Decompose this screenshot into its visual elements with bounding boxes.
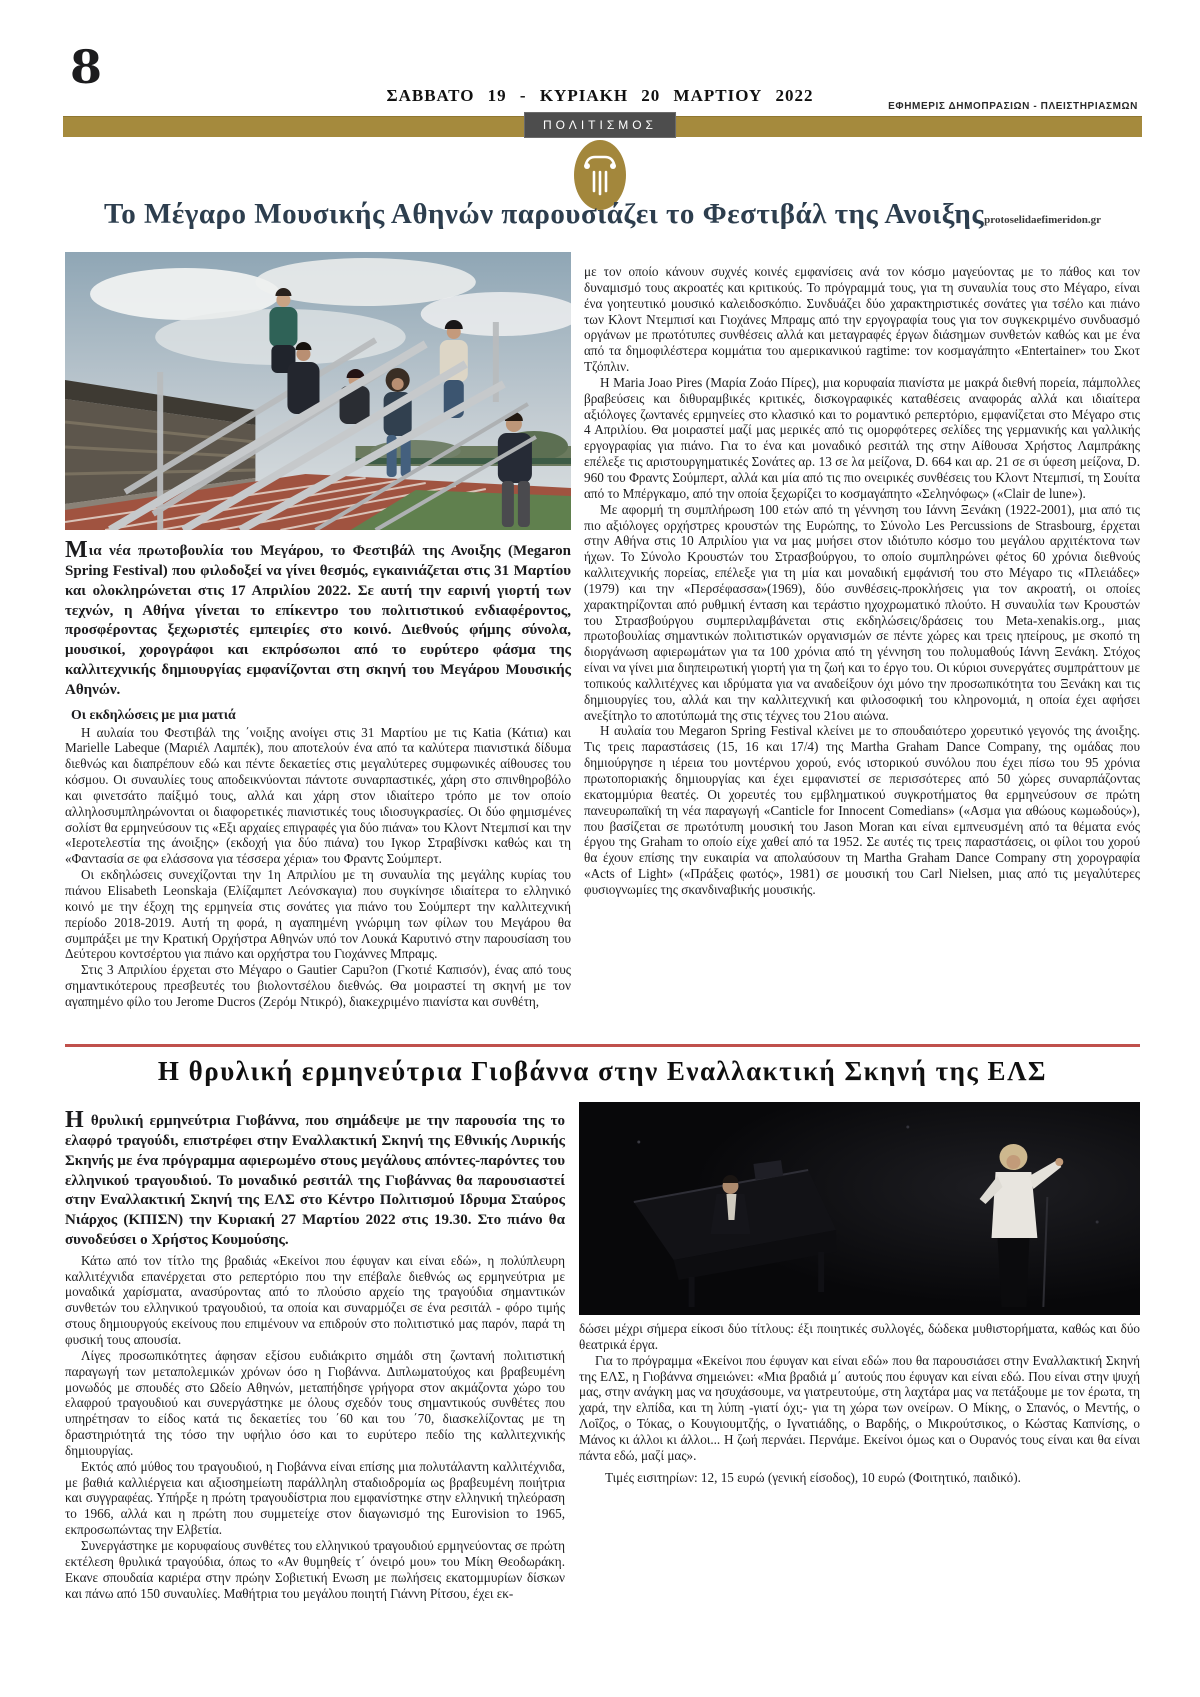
article2-columns — [65, 1102, 1140, 1601]
body-paragraph: Η αυλαία του Megaron Spring Festival κλείνει με το σπουδαιότερο χορευτικό γεγονός της άνοιξης. Τις τρεις παραστάσεις (15, 16 και 17/4) της Martha Graham Dance Company, της ομάδας που δημιούργησε η ιέρεια του μοντέρνου χορού, ενός ιστορικού συνόλου που έχει πίσω του 95 χρόνια πρωτοποριακής δημιουργίας και έχει εμφανιστεί σε περισσότερες από 50 χώρες συναρπάζοντας εκατομμύρια θεατές. Οι χορευτές του εμβληματικού συγκροτήματος θα ερμηνεύσουν σε πρώτη πανευρωπαϊκή τη νέα παραγωγή «Canticle for Innocent Comedians» («Ασμα για αθώους κωμωδούς»), που βασίζεται σε πρωτότυπη μουσική του Jason Moran και είναι εμπνευσμένη από τα θέματα ενός έργου της Graham το οποίο είχε χαθεί από τα 1952. Σε αυτές τις τρεις παραστάσεις, οι φίλοι του χορού θα έχουν επίσης την ευκαιρία να απολαύσουν τη Martha Graham Dance Company στη χορογραφία «Acts of Light» («Πράξεις φωτός», 1981) σε μουσική του Carl Nielsen, μιας από τις μεγαλύτερες φυσιογνωμίες της σκανδιναβικής μουσικής. — [584, 723, 1140, 897]
body-paragraph: Συνεργάστηκε με κορυφαίους συνθέτες του ελληνικού τραγουδιού ερμηνεύοντας σε πρώτη εκτέλεση θρυλικά τραγούδια, όπως το «Αν θυμηθείς τ΄ όνειρό μου» του Μίκη Θεοδωράκη. Εκανε σπουδαία καριέρα στην πρώην Σοβιετική Ενωση με πωλήσεις εκατομμυρίων δίσκων και πάνω από 150 συναυλίες. Μαθήτρια του μεγάλου ποιητή Γιάννη Ρίτσου, έχει εκ- — [65, 1537, 565, 1601]
article1-title-text: Το Μέγαρο Μουσικής Αθηνών παρουσιάζει το Φεστιβάλ της Ανοιξης — [104, 198, 985, 230]
article1-lead — [65, 538, 571, 701]
section-label: ΠΟΛΙΤΙΣΜΟΣ — [524, 112, 676, 138]
body-paragraph: Κάτω από τον τίτλο της βραδιάς «Εκείνοι που έφυγαν και είναι εδώ», η πολύπλευρη καλλιτέχνιδα επανέρχεται στο ρεπερτόριο που την επέβαλε διεθνώς ως ερμηνεύτρια με μοναδικά χαρίσματα, ανασύροντας από το πλούσιο αρχείο της τραγούδια σημαντικών συνθετών του ελληνικού τραγουδιού, τα οποία και συναρμόζει σε ένα ρεσιτάλ - φόρο τιμής στους δημιουργούς εκείνους που επιμένουν να επιδρούν στο πολιτιστικό μας παρόν, παρά τη φυσική τους απουσία. — [65, 1252, 565, 1347]
body-paragraph: Εκτός από μύθος του τραγουδιού, η Γιοβάννα είναι επίσης μια πολυτάλαντη καλλιτέχνιδα, με βαθιά καλλιέργεια και αξιοσημείωτη παράλληλη σταδιοδρομία ως βραβευμένη ποιήτρια και συγγραφέας. Υπήρξε η πρώτη τραγουδίστρια που εμφανίστηκε στην ελληνική τηλεόραση το 1966, αλλά και η πρώτη που συμμετείχε στον διαγωνισμό της Eurovision το 1965, εκπροσωπώντας την Ελβετία. — [65, 1458, 565, 1538]
dropcap: Μ — [65, 537, 88, 563]
article2-right-column — [579, 1102, 1140, 1601]
article1-left-column — [65, 252, 571, 1044]
article1-subhead: Οι εκδηλώσεις με μια ματιά — [71, 706, 236, 722]
body-paragraph: δώσει μέχρι σήμερα είκοσι δύο τίτλους: έξι ποιητικές συλλογές, δώδεκα μυθιστορήματα, καθώς και δύο θεατρικά έργα. — [579, 1321, 1140, 1352]
article1-title — [65, 198, 1140, 231]
article1-columns — [65, 252, 1140, 1044]
body-paragraph: Η αυλαία του Φεστιβάλ της ΄νοιξης ανοίγει στις 31 Μαρτίου με τις Katia (Κάτια) και Marielle Labeque (Μαριέλ Λαμπέκ), που αποτελούν ένα από τα καλύτερα πιανιστικά δίδυμα διεθνώς και διαπρέπουν εδώ και πέντε δεκαετίες στις μεγαλύτερες συμφωνικές αίθουσες του κόσμου. Οι συναυλίες τους αποδεικνύονται πάντοτε συναρπαστικές, χάρη στο σπινθηροβόλο και φινετσάτο παίξιμό τους, αλλά και χάρη στον ιδιαίτερο τρόπο με τον οποίο αλληλοσυμπληρώνονται οι διαφορετικές πιανιστικές τους ιδιοσυγκρασίες. Οι δύο φημισμένες σολίστ θα ερμηνεύσουν τις «Εξι αρχαίες επιγραφές για δύο πιάνα» του Κλοντ Ντεμπισί και την «Ιεροτελεστία της άνοιξης» (εκδοχή για δύο πιάνα) του Ιγκορ Στραβίνσκι καθώς και τη «Φαντασία σε φα ελάσσονα για τέσσερα χέρια» του Φραντς Σούμπερτ. — [65, 724, 571, 867]
article2-left-column — [65, 1102, 565, 1601]
page-number: 8 — [70, 40, 103, 94]
body-paragraph: Η Maria Joao Pires (Μαρία Ζοάο Πίρες), μια κορυφαία πιανίστα με μακρά διεθνή πορεία, πάμπολλες βραβεύσεις και διθυραμβικές κριτικές, δισκογραφικές καταθέσεις αναφοράς αλλά και ιδιαίτερα αξιόλογες ζωντανές ερμηνείες στο κλασικό και το ρομαντικό ρεπερτόριο, εμφανίζεται στο Μέγαρο στις 4 Απριλίου. Θα μοιραστεί μαζί μας μερικές από τις ομορφότερες σελίδες της γερμανικής και γαλλικής εργογραφίας για πιάνο. Για το ένα και μοναδικό ρεσιτάλ της στην Αίθουσα Χρήστος Λαμπράκης επέλεξε τις αριστουργηματικές Σονάτες αρ. 13 σε λα μείζονα, D. 664 και αρ. 21 σε σι ύφεση μείζονα, D. 960 του Φραντς Σούμπερτ, αλλά και μία από τις πιο ονειρικές συνθέσεις του Κλοντ Ντεμπισί, τη Σουίτα από το Μπέργκαμο, από την οποία ξεχωρίζει το κοσμαγάπητο «Σεληνόφως» («Clair de lune»). — [584, 374, 1140, 501]
stadium-ensemble-photo — [65, 252, 571, 530]
red-divider — [65, 1044, 1140, 1047]
article2-lead — [65, 1108, 565, 1251]
watermark-text: protoselidaefimeridon.gr — [984, 214, 1101, 226]
article1-lead-text: ια νέα πρωτοβουλία του Μεγάρου, το Φεστιβάλ της Ανοιξης (Megaron Spring Festival) που φιλοδοξεί να γίνει θεσμός, εγκαινιάζεται στις 31 Μαρτίου και ολοκληρώνεται στις 17 Απριλίου 2022. Σε αυτή την εαρινή γιορτή των τεχνών, η Αθήνα γίνεται το επίκεντρο του πολιτιστικού ενδιαφέροντος, προσφέροντας ξεχωριστές εμπειρίες στο κοινό. Διεθνούς φήμης σύνολα, μουσικοί, χορογράφοι και εκπρόσωποι από το ευρύτερο φάσμα της καλλιτεχνικής δημιουργίας εμφανίζονται στη σκηνή του Μεγάρου Μουσικής Αθηνών. — [65, 543, 571, 698]
body-paragraph: Λίγες προσωπικότητες άφησαν εξίσου ευδιάκριτο σημάδι στη ζωντανή πολιτιστική παραγωγή των μεταπολεμικών χρόνων όσο η Γιοβάννα. Διπλωματούχος και βραβευμένη μονωδός με σπουδές στο Ωδείο Αθηνών, μεταπήδησε γρήγορα στον ακμάζοντα χώρο του ελαφρού τραγουδιού και συνεργάστηκε με όλους σχεδόν τους σημαντικούς συνθέτες που υπηρέτησαν το είδος κατά τις δεκαετίες του ΄60 και του ΄70, διασκελίζοντας με τη δραστηριότητά της τόσο την υφήλιο όσο και το ευρύτερο πεδίο της καλλιτεχνικής δημιουργίας. — [65, 1347, 565, 1458]
body-paragraph: Οι εκδηλώσεις συνεχίζονται την 1η Απριλίου με τη συναυλία της μεγάλης κυρίας του πιάνου Elisabeth Leonskaja (Ελίζαμπετ Λεόνσκαγια) που συγκίνησε ιδιαίτερα το ελληνικό κοινό με την έξοχη της ερμηνεία στις σονάτες για πιάνο του Σούμπερτ την καλλιτεχνική περίοδο 2018-2019. Αυτή τη φορά, η αγαπημένη γνώριμη των φίλων του Μεγάρου θα συμπράξει με την Κρατική Ορχήστρα Αθηνών υπό τον Λουκά Καρυτινό στην παρουσίαση του Δεύτερου κοντσέρτου για πιάνο και ορχήστρα του Γιοχάννες Μπραμς. — [65, 867, 571, 962]
body-paragraph: με τον οποίο κάνουν συχνές κοινές εμφανίσεις ανά τον κόσμο μαγεύοντας με το πάθος και τον δυναμισμό τους ακροατές και κριτικούς. Το πρόγραμμά τους, για τη συναυλία τους στο Μέγαρο, είναι ένα γοητευτικό μουσικό καλειδοσκόπιο. Συνδυάζει δύο χαρακτηριστικές σονάτες για τσέλο και πιάνο των Κλοντ Ντεμπισί και Γιοχάνες Μπραμς από την εργογραφία τους για τον συγκεκριμένο συνδυασμό οργάνων με πρωτότυπες συνθέσεις αλλά και μεταγραφές έργων διάσημων συνθετών καθώς και με ένα από τα δημοφιλέστερα κομμάτια του αμερικανικού ragtime: τον κοσμαγάπητο «Entertainer» του Σκοτ Τζόπλιν. — [584, 264, 1140, 375]
date-header: ΣΑΒΒΑΤΟ 19 - ΚΥΡΙΑΚΗ 20 ΜΑΡΤΙΟΥ 2022 — [386, 86, 814, 105]
body-paragraph: Με αφορμή τη συμπλήρωση 100 ετών από τη γέννηση του Ιάννη Ξενάκη (1922-2001), μια από τις πιο αξιόλογες ορχήστρες κρουστών της Ευρώπης, το Σύνολο Les Percussions de Strasbourg, έρχεται στην Αθήνα στις 10 Απριλίου για να μας μυήσει στον ιδιότυπο κόσμο του μεγάλου αρχιτέκτονα των ήχων. Το Σύνολο Κρουστών του Στρασβούργου, το οποίο συμπληρώνει φέτος 60 χρόνια διεθνούς καλλιτεχνικής πορείας, επέλεξε για τη μία και μοναδική εμφάνισή του στο Μέγαρο τις «Πλειάδες» (1979) και την «Περσέφασσα»(1969), δύο συνθέσεις-προκλήσεις για τον ακροατή, οι οποίες χαρακτηρίζονται από ρυθμική ένταση και τεράστιο ηχοχρωματικό πλούτο. Η συναυλία των Κρουστών του Στρασβούργου συμπεριλαμβάνεται στις εκδηλώσεις/δράσεις του Meta-xenakis.org., μιας πρωτοβουλίας σημαντικών πολιτιστικών οργανισμών σε πέντε χώρες και τρεις ηπείρους, με σκοπό τη διοργάνωση αφιερωμάτων για τα 100 χρόνια από τη γέννηση του πολυμαθούς Ιάννη Ξενάκη. Στόχος είναι να γίνει μια διηπειρωτική γιορτή για τη ζωή και το έργο του. Οι κύριοι συνεργάτες συμπράττουν με τοπικούς καλλιτέχνες και ιδρύματα για να αναδείξουν όχι μόνο την προσωπικότητα του Ξενάκη και τις δημιουργίες του, αλλά και την καλλιτεχνική και φιλοσοφική του κληρονομιά, η οποία έχει αφήσει ανεξίτηλο το αποτύπωμά της στις τέχνες του 21ου αιώνα. — [584, 501, 1140, 723]
masthead-title: ΕΦΗΜΕΡΙΣ ΔΗΜΟΠΡΑΣΙΩΝ - ΠΛΕΙΣΤΗΡΙΑΣΜΩΝ — [888, 101, 1138, 112]
article2-lead-text: θρυλική ερμηνεύτρια Γιοβάννα, που σημάδεψε με την παρουσία της το ελαφρό τραγούδι, επιστρέφει στην Εναλλακτική Σκηνή της Εθνικής Λυρικής Σκηνής με ένα πρόγραμμα αφιερωμένο στους μεγάλους απόντες-παρόντες του ελληνικού τραγουδιού. Το μοναδικό ρεσιτάλ της Γιοβάννας θα παρουσιαστεί στην Εναλλακτική Σκηνή της ΕΛΣ στο Κέντρο Πολιτισμού Ιδρυμα Σταύρος Νιάρχος (ΚΠΙΣΝ) την Κυριακή 27 Μαρτίου 2022 στις 19.30. Στο πιάνο θα συνοδεύσει ο Χρήστος Κουμούσης. — [65, 1113, 565, 1248]
article2-title: Η θρυλική ερμηνεύτρια Γιοβάννα στην Εναλλακτική Σκηνή της ΕΛΣ — [157, 1056, 1048, 1086]
ticket-prices-line: Τιμές εισιτηρίων: 12, 15 ευρώ (γενική είσοδος), 10 ευρώ (Φοιτητικό, παιδικό). — [605, 1469, 1021, 1485]
body-paragraph: Για το πρόγραμμα «Εκείνοι που έφυγαν και είναι εδώ» που θα παρουσιάσει στην Εναλλακτική Σκηνή της ΕΛΣ, η Γιοβάννα σημειώνει: «Μια βραδιά μ΄ αυτούς που έφυγαν και είναι εδώ. Που είναι στην ψυχή μας, στην ανάγκη μας να ησυχάσουμε, να γιατρευτούμε, στη λαχτάρα μας να πετάξουμε με τον έρωτα, τη χαρά, την ελπίδα, και τη λύπη -γιατί όχι;- για τη χώρα των ονείρων. Ο Μίκης, ο Σπανός, ο Μεντής, ο Λοΐζος, ο Τόκας, ο Κουγιουμτζής, ο Ιγνατιάδης, ο Βαρδής, ο Μικρούτσικος, ο Κώστας Καπνίσης, ο Μάνος κι άλλοι κι άλλοι... Η ζωή περνάει. Περνάμε. Εκείνοι όμως και ο Ουρανός τους είναι και θα είναι πάντα εδώ, μαζί μας». — [579, 1352, 1140, 1463]
stage-performance-photo — [579, 1102, 1140, 1315]
article1-right-column — [584, 252, 1140, 1044]
dropcap: Η — [65, 1107, 84, 1133]
body-paragraph: Στις 3 Απριλίου έρχεται στο Μέγαρο ο Gautier Capu?on (Γκοτιέ Καπισόν), ένας από τους σημαντικότερους πρεσβευτές του βιολοντσέλου διεθνώς. Θα μοιραστεί τη σκηνή με τον αγαπημένο φίλο του Jerome Ducros (Ζερόμ Ντικρό), διακεχριμένο πιανίστα και συνθέτη, — [65, 962, 571, 1009]
